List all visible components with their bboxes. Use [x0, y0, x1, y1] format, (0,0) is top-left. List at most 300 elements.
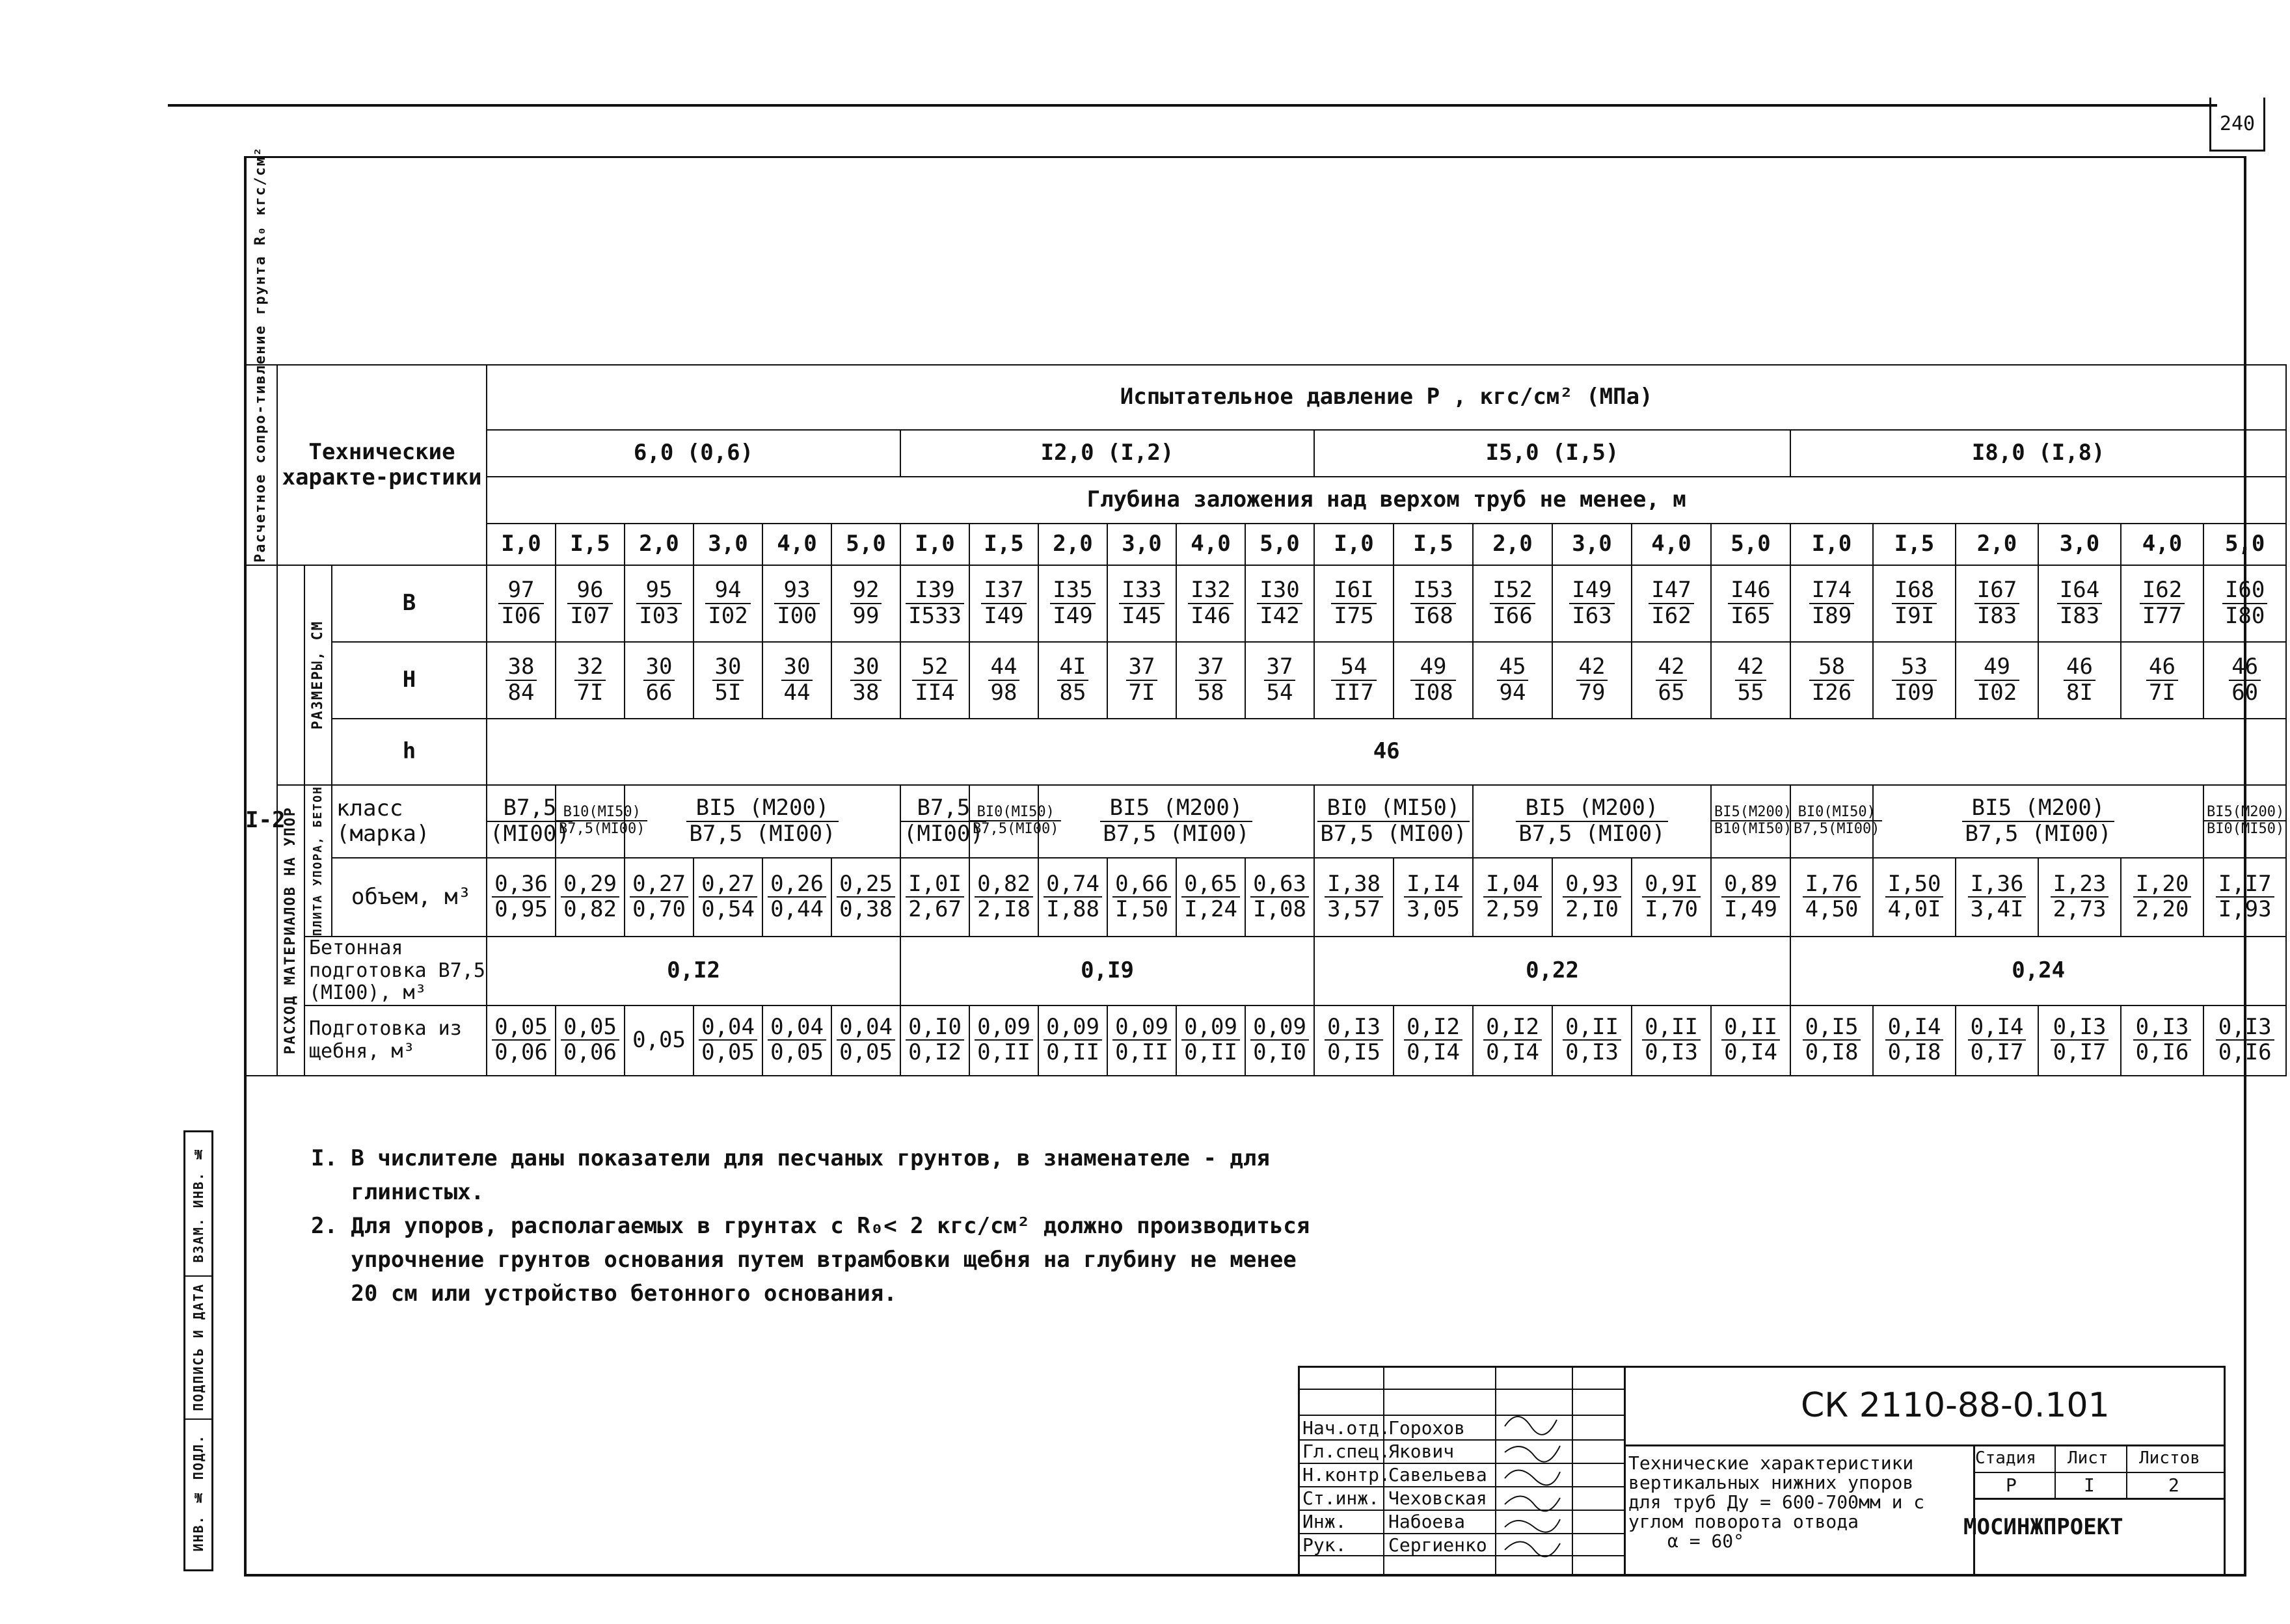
class-num: BI0(MI50) — [1791, 805, 1882, 821]
b-size-num: I53 — [1410, 578, 1455, 604]
gravel-cell — [1176, 1005, 1245, 1076]
depth-cell: 5,0 — [1245, 524, 1314, 565]
b-size-num: I49 — [1569, 578, 1614, 604]
h-size-cell — [900, 642, 969, 719]
gravel-den: 0,II — [1115, 1039, 1168, 1066]
class-cell — [1711, 785, 1790, 858]
stamp-role: Инж. — [1302, 1511, 1347, 1532]
b-size-cell — [1552, 565, 1632, 642]
gravel-label: Подготовка из щебня, м³ — [304, 1005, 487, 1076]
volume-den: 3,05 — [1407, 896, 1460, 923]
h-size-den: 55 — [1737, 679, 1764, 706]
class-cell — [625, 785, 900, 858]
stamp-role: Н.контр. — [1302, 1464, 1390, 1485]
volume-cell — [1176, 858, 1245, 937]
h-size-cell — [1711, 642, 1790, 719]
h-size-num: 45 — [1497, 655, 1529, 680]
b-size-cell — [1038, 565, 1107, 642]
volume-cell — [1552, 858, 1632, 937]
volume-cell — [2038, 858, 2121, 937]
h-value: 46 — [487, 719, 2286, 785]
concrete-prep-value: 0,I9 — [900, 937, 1314, 1005]
h-size-den: 60 — [2231, 679, 2259, 706]
pressure-group: I8,0 (I,8) — [1790, 430, 2286, 477]
sheets-label: Листов — [2139, 1448, 2200, 1468]
h-size-cell — [556, 642, 625, 719]
b-size-num: I74 — [1809, 578, 1854, 604]
gravel-num: 0,09 — [975, 1015, 1033, 1041]
b-size-num: I68 — [1892, 578, 1937, 604]
page-number: 240 — [2209, 98, 2265, 152]
b-size-num: 93 — [774, 578, 819, 604]
b-size-den: I77 — [2142, 602, 2183, 629]
volume-cell — [1314, 858, 1394, 937]
row-label-H: H — [332, 642, 487, 719]
gravel-cell — [1038, 1005, 1107, 1076]
b-size-num: I52 — [1490, 578, 1535, 604]
volume-cell — [900, 858, 969, 937]
class-num: BI5 (M200) — [1962, 796, 2114, 821]
depth-cell: 2,0 — [1473, 524, 1552, 565]
volume-num: 0,74 — [1044, 872, 1102, 898]
volume-num: 0,26 — [768, 872, 826, 898]
gravel-cell — [1790, 1005, 1873, 1076]
class-num: BI5(M200) — [2204, 805, 2287, 821]
depth-cell: 4,0 — [2121, 524, 2203, 565]
class-den: B7,5(MI00) — [973, 820, 1059, 837]
organization: МОСИНЖПРОЕКТ — [1963, 1514, 2123, 1540]
b-size-cell — [2121, 565, 2203, 642]
stamp-role: Ст.инж. — [1302, 1487, 1380, 1509]
gravel-den: 0,I8 — [1805, 1039, 1859, 1066]
gravel-cell — [1956, 1005, 2038, 1076]
h-size-den: I26 — [1811, 679, 1852, 706]
b-size-num: 92 — [850, 578, 882, 604]
soil-value: I-2 — [245, 565, 277, 1076]
notes — [311, 1141, 1310, 1311]
tech-chars-header: Технические характе-ристики — [277, 365, 487, 565]
depth-cell: I,0 — [487, 524, 556, 565]
h-size-num: 30 — [781, 655, 813, 680]
b-size-num: I37 — [981, 578, 1026, 604]
gravel-num: 0,I0 — [906, 1015, 964, 1041]
gravel-den: 0,I8 — [1887, 1039, 1941, 1066]
class-cell — [487, 785, 570, 858]
volume-cell — [694, 858, 762, 937]
volume-cell — [1394, 858, 1473, 937]
note-line: 20 см или устройство бетонного основания. — [311, 1281, 897, 1307]
volume-den: 0,44 — [770, 896, 824, 923]
b-size-num: I47 — [1649, 578, 1693, 604]
b-size-den: I03 — [639, 602, 679, 629]
stamp-name: Чеховская — [1388, 1487, 1487, 1509]
b-size-den: I75 — [1334, 602, 1374, 629]
class-den: (MI00) — [490, 820, 570, 847]
materials-label: РАСХОД МАТЕРИАЛОВ НА УПОР — [277, 785, 304, 1076]
gravel-num: 0,05 — [561, 1015, 619, 1041]
characteristics-table — [244, 146, 2287, 1076]
gravel-den: 0,05 — [701, 1039, 755, 1066]
volume-den: 2,I8 — [977, 896, 1030, 923]
volume-cell — [969, 858, 1038, 937]
gravel-den: 0,06 — [494, 1039, 548, 1066]
gravel-den: 0,II — [1184, 1039, 1237, 1066]
volume-num: I,76 — [1803, 872, 1861, 898]
h-size-den: II7 — [1334, 679, 1374, 706]
gravel-den: 0,II — [1046, 1039, 1099, 1066]
depth-cell: 4,0 — [1632, 524, 1711, 565]
volume-cell — [556, 858, 625, 937]
gravel-den: 0,I5 — [1327, 1039, 1381, 1066]
b-size-cell — [1394, 565, 1473, 642]
soil-resistance-header: Расчетное сопро-тивление грунта R₀ кгс/см² — [245, 365, 277, 565]
b-size-cell — [556, 565, 625, 642]
pressure-group: I5,0 (I,5) — [1314, 430, 1790, 477]
gravel-cell — [1107, 1005, 1176, 1076]
gravel-num: 0,I2 — [1404, 1015, 1462, 1041]
sizes-label: РАЗМЕРЫ, СМ — [304, 565, 332, 785]
gravel-den: 0,I7 — [2053, 1039, 2107, 1066]
h-size-cell — [831, 642, 900, 719]
h-size-den: 65 — [1658, 679, 1685, 706]
h-size-den: 7I — [1128, 679, 1155, 706]
volume-den: 3,4I — [1970, 896, 2024, 923]
depth-cell: 4,0 — [762, 524, 831, 565]
class-label: класс (марка) — [332, 785, 487, 858]
row-label-h: h — [332, 719, 487, 785]
volume-den: I,08 — [1253, 896, 1306, 923]
pressure-group: I2,0 (I,2) — [900, 430, 1314, 477]
b-size-den: I9I — [1894, 602, 1935, 629]
h-size-den: 54 — [1266, 679, 1293, 706]
b-size-den: I66 — [1492, 602, 1533, 629]
volume-num: I,I4 — [1404, 872, 1462, 898]
b-size-den: I62 — [1651, 602, 1691, 629]
gravel-num: 0,II — [1721, 1015, 1780, 1041]
volume-den: I,49 — [1724, 896, 1777, 923]
sidebar-cell — [185, 1132, 211, 1277]
volume-den: 3,57 — [1327, 896, 1381, 923]
pressure-title: Испытательное давление P , кгс/см² (МПа) — [487, 365, 2286, 430]
stamp-name: Сергиенко — [1388, 1534, 1487, 1556]
b-size-den: I07 — [570, 602, 610, 629]
b-size-num: I46 — [1728, 578, 1773, 604]
volume-num: 0,36 — [492, 872, 550, 898]
gravel-num: 0,09 — [1112, 1015, 1171, 1041]
volume-den: 2,20 — [2135, 896, 2189, 923]
b-size-num: 95 — [636, 578, 681, 604]
volume-num: 0,89 — [1721, 872, 1780, 898]
volume-num: 0,29 — [561, 872, 619, 898]
h-size-den: I02 — [1976, 679, 2017, 706]
h-size-den: 5I — [714, 679, 742, 706]
volume-den: 2,59 — [1486, 896, 1539, 923]
gravel-cell — [1314, 1005, 1394, 1076]
gravel-den: 0,I3 — [1645, 1039, 1698, 1066]
volume-num: I,I7 — [2216, 872, 2274, 898]
note-line: 2. Для упоров, располагаемых в грунтах с R₀< 2 кгс/см² должно производиться — [311, 1213, 1310, 1239]
h-size-den: 44 — [783, 679, 811, 706]
gravel-num: 0,09 — [1044, 1015, 1102, 1041]
b-size-den: I42 — [1260, 602, 1300, 629]
b-size-den: I68 — [1413, 602, 1453, 629]
class-num: BI5 (M200) — [1516, 796, 1667, 821]
b-size-num: I6I — [1331, 578, 1376, 604]
gravel-cell — [694, 1005, 762, 1076]
volume-num: I,23 — [2051, 872, 2109, 898]
b-size-num: I30 — [1257, 578, 1302, 604]
concrete-prep-label: Бетонная подготовка B7,5 (MI00), м³ — [304, 937, 487, 1005]
depth-cell: 3,0 — [2038, 524, 2121, 565]
h-size-num: 42 — [1735, 655, 1767, 680]
depth-cell: 3,0 — [1552, 524, 1632, 565]
h-size-num: 58 — [1809, 655, 1854, 680]
class-den: B7,5 (MI00) — [1965, 820, 2112, 847]
volume-den: 2,73 — [2053, 896, 2107, 923]
volume-cell — [1473, 858, 1552, 937]
title-block — [1298, 1366, 2226, 1577]
volume-den: 0,54 — [701, 896, 755, 923]
b-size-num: 97 — [498, 578, 543, 604]
b-size-den: 99 — [852, 602, 880, 629]
gravel-num: 0,II — [1563, 1015, 1621, 1041]
h-size-cell — [1956, 642, 2038, 719]
depth-cell: I,5 — [556, 524, 625, 565]
depth-cell: I,5 — [969, 524, 1038, 565]
h-size-cell — [1245, 642, 1314, 719]
h-size-num: 37 — [1264, 655, 1296, 680]
gravel-den: 0,I3 — [1565, 1039, 1619, 1066]
h-size-cell — [1473, 642, 1552, 719]
class-cell — [1314, 785, 1473, 858]
volume-num: I,04 — [1483, 872, 1542, 898]
class-num: B7,5 — [901, 796, 986, 821]
sizes-label-cell — [277, 565, 304, 785]
class-den: B7,5 (MI00) — [1103, 820, 1250, 847]
depth-cell: I,5 — [1394, 524, 1473, 565]
h-size-cell — [1107, 642, 1176, 719]
stamp-name: Савельева — [1388, 1464, 1487, 1485]
h-size-den: 7I — [576, 679, 604, 706]
class-num: BI5 (M200) — [1100, 796, 1252, 821]
h-size-den: I08 — [1413, 679, 1453, 706]
class-den: B7,5(MI00) — [559, 820, 645, 837]
gravel-cell — [556, 1005, 625, 1076]
volume-den: 0,38 — [839, 896, 893, 923]
gravel-cell — [831, 1005, 900, 1076]
gravel-num: 0,I4 — [1885, 1015, 1944, 1041]
b-size-cell — [1245, 565, 1314, 642]
gravel-cell — [900, 1005, 969, 1076]
b-size-num: I60 — [2222, 578, 2267, 604]
b-size-num: I35 — [1050, 578, 1095, 604]
volume-cell — [1632, 858, 1711, 937]
stamp-name: Якович — [1388, 1441, 1455, 1462]
row-label-B: B — [332, 565, 487, 642]
class-num: BI5(M200) — [1712, 805, 1794, 821]
stage-label: Стадия — [1975, 1448, 2036, 1468]
b-size-den: I49 — [1053, 602, 1093, 629]
document-title — [1628, 1454, 1924, 1551]
volume-num: I,38 — [1325, 872, 1383, 898]
volume-den: I,88 — [1046, 896, 1099, 923]
sheet-value: I — [2084, 1474, 2095, 1496]
volume-num: 0,65 — [1181, 872, 1240, 898]
volume-cell — [1107, 858, 1176, 937]
h-size-num: 44 — [988, 655, 1020, 680]
h-size-num: 42 — [1576, 655, 1608, 680]
h-size-cell — [2038, 642, 2121, 719]
h-size-cell — [969, 642, 1038, 719]
h-size-cell — [2203, 642, 2286, 719]
volume-den: I,70 — [1645, 896, 1698, 923]
top-rule — [168, 104, 2217, 107]
sheet-label: Лист — [2068, 1448, 2108, 1468]
b-size-cell — [1473, 565, 1552, 642]
b-size-den: I00 — [777, 602, 817, 629]
b-size-den: I65 — [1731, 602, 1771, 629]
volume-num: 0,93 — [1563, 872, 1621, 898]
h-size-num: 53 — [1892, 655, 1937, 680]
h-size-den: 8I — [2066, 679, 2093, 706]
depth-cell: 5,0 — [831, 524, 900, 565]
document-code: СК 2110-88-0.101 — [1801, 1386, 2110, 1425]
gravel-den: 0,I4 — [1486, 1039, 1539, 1066]
b-size-den: I63 — [1572, 602, 1612, 629]
h-size-den: 58 — [1197, 679, 1224, 706]
class-cell — [2203, 785, 2286, 858]
h-size-den: 79 — [1578, 679, 1606, 706]
b-size-den: I45 — [1122, 602, 1162, 629]
h-size-den: 85 — [1059, 679, 1086, 706]
volume-den: 0,82 — [563, 896, 617, 923]
class-den: (MI00) — [904, 820, 984, 847]
h-size-cell — [762, 642, 831, 719]
gravel-den: 0,I6 — [2135, 1039, 2189, 1066]
h-size-cell — [1552, 642, 1632, 719]
sidebar-cell — [185, 1418, 211, 1567]
plate-label: ПЛИТА УПОРА, БЕТОН — [304, 785, 332, 937]
stamp-name: Горохов — [1388, 1417, 1466, 1439]
volume-num: 0,82 — [975, 872, 1033, 898]
class-cell — [900, 785, 984, 858]
volume-cell — [1038, 858, 1107, 937]
title-line: углом поворота отвода — [1628, 1511, 1859, 1532]
gravel-cell — [487, 1005, 556, 1076]
h-size-cell — [1632, 642, 1711, 719]
class-den: BI0(MI50) — [2207, 820, 2285, 837]
gravel-den: 0,II — [977, 1039, 1030, 1066]
class-den: B10(MI50) — [1714, 820, 1792, 837]
stamp-role: Нач.отд. — [1302, 1417, 1390, 1439]
note-line: I. В числителе даны показатели для песчаных грунтов, в знаменателе - для — [311, 1145, 1270, 1171]
gravel-den: 0,I0 — [1253, 1039, 1306, 1066]
h-size-num: 32 — [574, 655, 606, 680]
b-size-cell — [969, 565, 1038, 642]
volume-num: 0,27 — [630, 872, 688, 898]
volume-cell — [2121, 858, 2203, 937]
gravel-cell — [1873, 1005, 1956, 1076]
b-size-cell — [831, 565, 900, 642]
b-size-den: I89 — [1811, 602, 1852, 629]
class-num: B7,5 — [487, 796, 572, 821]
frame-top — [244, 156, 2244, 158]
depth-cell: 5,0 — [2203, 524, 2286, 565]
gravel-cell — [1245, 1005, 1314, 1076]
left-stamp-column — [183, 1130, 213, 1571]
volume-den: I,50 — [1115, 896, 1168, 923]
h-size-num: 30 — [643, 655, 675, 680]
b-size-den: I02 — [708, 602, 748, 629]
volume-cell — [625, 858, 694, 937]
class-den: B7,5 (MI00) — [1518, 820, 1665, 847]
h-size-num: 54 — [1331, 655, 1376, 680]
gravel-value: 0,05 — [632, 1027, 686, 1054]
volume-den: 0,95 — [494, 896, 548, 923]
volume-den: 2,I0 — [1565, 896, 1619, 923]
h-size-den: I09 — [1894, 679, 1935, 706]
b-size-cell — [1873, 565, 1956, 642]
h-size-den: 7I — [2149, 679, 2176, 706]
gravel-den: 0,I4 — [1407, 1039, 1460, 1066]
gravel-num: 0,I3 — [2216, 1015, 2274, 1041]
volume-cell — [1790, 858, 1873, 937]
gravel-den: 0,05 — [770, 1039, 824, 1066]
b-size-cell — [1176, 565, 1245, 642]
sidebar-cell — [185, 1275, 211, 1420]
gravel-cell — [1473, 1005, 1552, 1076]
h-size-num: 37 — [1195, 655, 1227, 680]
class-den: B7,5 (MI00) — [689, 820, 836, 847]
b-size-den: I533 — [908, 602, 962, 629]
b-size-cell — [694, 565, 762, 642]
concrete-prep-value: 0,24 — [1790, 937, 2286, 1005]
depth-cell: 5,0 — [1711, 524, 1790, 565]
volume-num: 0,27 — [699, 872, 757, 898]
h-size-den: 98 — [990, 679, 1017, 706]
gravel-den: 0,05 — [839, 1039, 893, 1066]
gravel-num: 0,I3 — [1325, 1015, 1383, 1041]
b-size-den: I06 — [501, 602, 541, 629]
class-cell — [1873, 785, 2203, 858]
h-size-cell — [1038, 642, 1107, 719]
h-size-cell — [694, 642, 762, 719]
gravel-den: 0,I2 — [908, 1039, 962, 1066]
volume-den: I,24 — [1184, 896, 1237, 923]
h-size-den: II4 — [915, 679, 955, 706]
b-size-den: I49 — [984, 602, 1024, 629]
volume-cell — [2203, 858, 2286, 937]
volume-cell — [1873, 858, 1956, 937]
b-size-cell — [1314, 565, 1394, 642]
gravel-num: 0,04 — [768, 1015, 826, 1041]
gravel-cell — [2121, 1005, 2203, 1076]
h-size-cell — [625, 642, 694, 719]
h-size-den: 84 — [507, 679, 535, 706]
depth-cell: 2,0 — [1956, 524, 2038, 565]
depth-cell: 2,0 — [625, 524, 694, 565]
b-size-cell — [2203, 565, 2286, 642]
b-size-cell — [487, 565, 556, 642]
concrete-prep-value: 0,22 — [1314, 937, 1790, 1005]
depth-cell: 2,0 — [1038, 524, 1107, 565]
volume-cell — [1711, 858, 1790, 937]
b-size-num: I67 — [1974, 578, 2019, 604]
gravel-cell — [1394, 1005, 1473, 1076]
gravel-den: 0,06 — [563, 1039, 617, 1066]
volume-den: 4,50 — [1805, 896, 1859, 923]
class-num: B10(MI50) — [556, 805, 647, 821]
